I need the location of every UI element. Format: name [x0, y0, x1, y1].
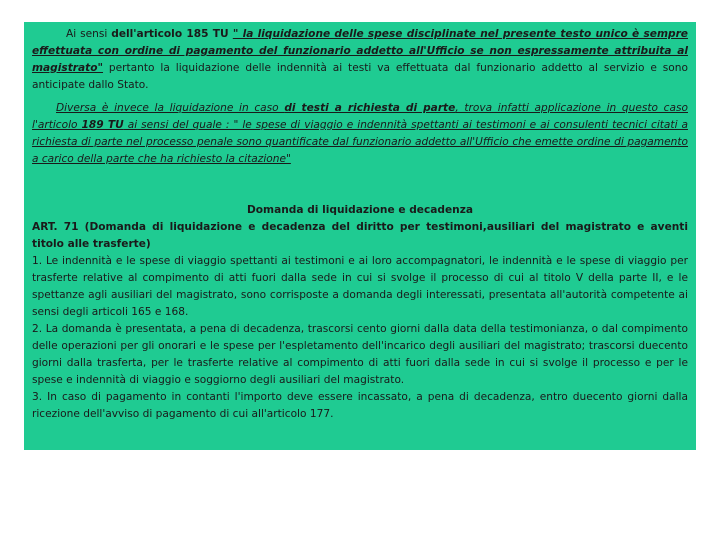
paragraph-article-189 — [32, 100, 688, 168]
article-71-title: ART. 71 (Domanda di liquidazione e decadenza del diritto per testimoni,ausiliari del magistrato e aventi titolo alle trasferte) — [32, 221, 688, 250]
testi-parte-phrase: di testi a richiesta di parte — [284, 102, 456, 114]
para2-intro: Diversa è invece la liquidazione in caso — [56, 102, 285, 114]
para1-rest: pertanto la liquidazione delle indennità ai testi va effettuata dal funzionario addetto al servizio e sono anticipate dallo Stato. — [32, 62, 688, 91]
spacer — [32, 168, 688, 202]
text-panel — [24, 22, 696, 450]
article-189-ref: 189 TU — [81, 119, 124, 131]
para2-mid: , trova infatti applicazione in questo caso l'articolo — [32, 102, 688, 131]
article-71-item-2: 2. La domanda è presentata, a pena di decadenza, trascorsi cento giorni dalla data della testimonianza, o dal compimento delle operazioni per gli onorari e le spese per l'espletamento dell'incarico degli ausiliari del magistrato; trascorsi duecento giorni dalla trasferta, per le trasferte relative al compimento di atti fuori dalla sede in cui si svolge il processo e per le spese e indennità di viaggio e soggiorno degli ausiliari del magistrato. — [32, 323, 688, 386]
article-189-quote: ai sensi del quale : " le spese di viaggio e indennità spettanti ai testimoni e ai consulenti tecnici citati a richiesta di parte nel processo penale sono quantificate dal funzionario addetto all'Ufficio che emette ordine di pagamento a carico della parte che ha richiesto la citazione" — [32, 119, 688, 165]
article-71-item-1: 1. Le indennità e le spese di viaggio spettanti ai testimoni e ai loro accompagnatori, le indennità e le spese di viaggio per trasferte relative al compimento di atti fuori dalla sede in cui si svolge il processo di cui al titolo V della parte II, e le spettanze agli ausiliari del magistrato, sono corrisposte a domanda degli interessati, presentata all'autorità competente ai sensi degli articoli 165 e 168. — [32, 255, 688, 318]
article-185-quote: " la liquidazione delle spese disciplinate nel presente testo unico è sempre effettuata con ordine di pagamento del funzionario addetto all'Ufficio se non espressamente attribuita al magistrato" — [32, 28, 688, 74]
article-71-item-3: 3. In caso di pagamento in contanti l'importo deve essere incassato, a pena di decadenza, entro duecento giorni dalla ricezione dell'avviso di pagamento di cui all'articolo 177. — [32, 391, 688, 420]
article-185-ref: dell'articolo 185 TU — [111, 28, 233, 40]
paragraph-article-185 — [32, 26, 688, 94]
para1-intro: Ai sensi — [66, 28, 112, 40]
section-heading: Domanda di liquidazione e decadenza — [246, 204, 474, 216]
